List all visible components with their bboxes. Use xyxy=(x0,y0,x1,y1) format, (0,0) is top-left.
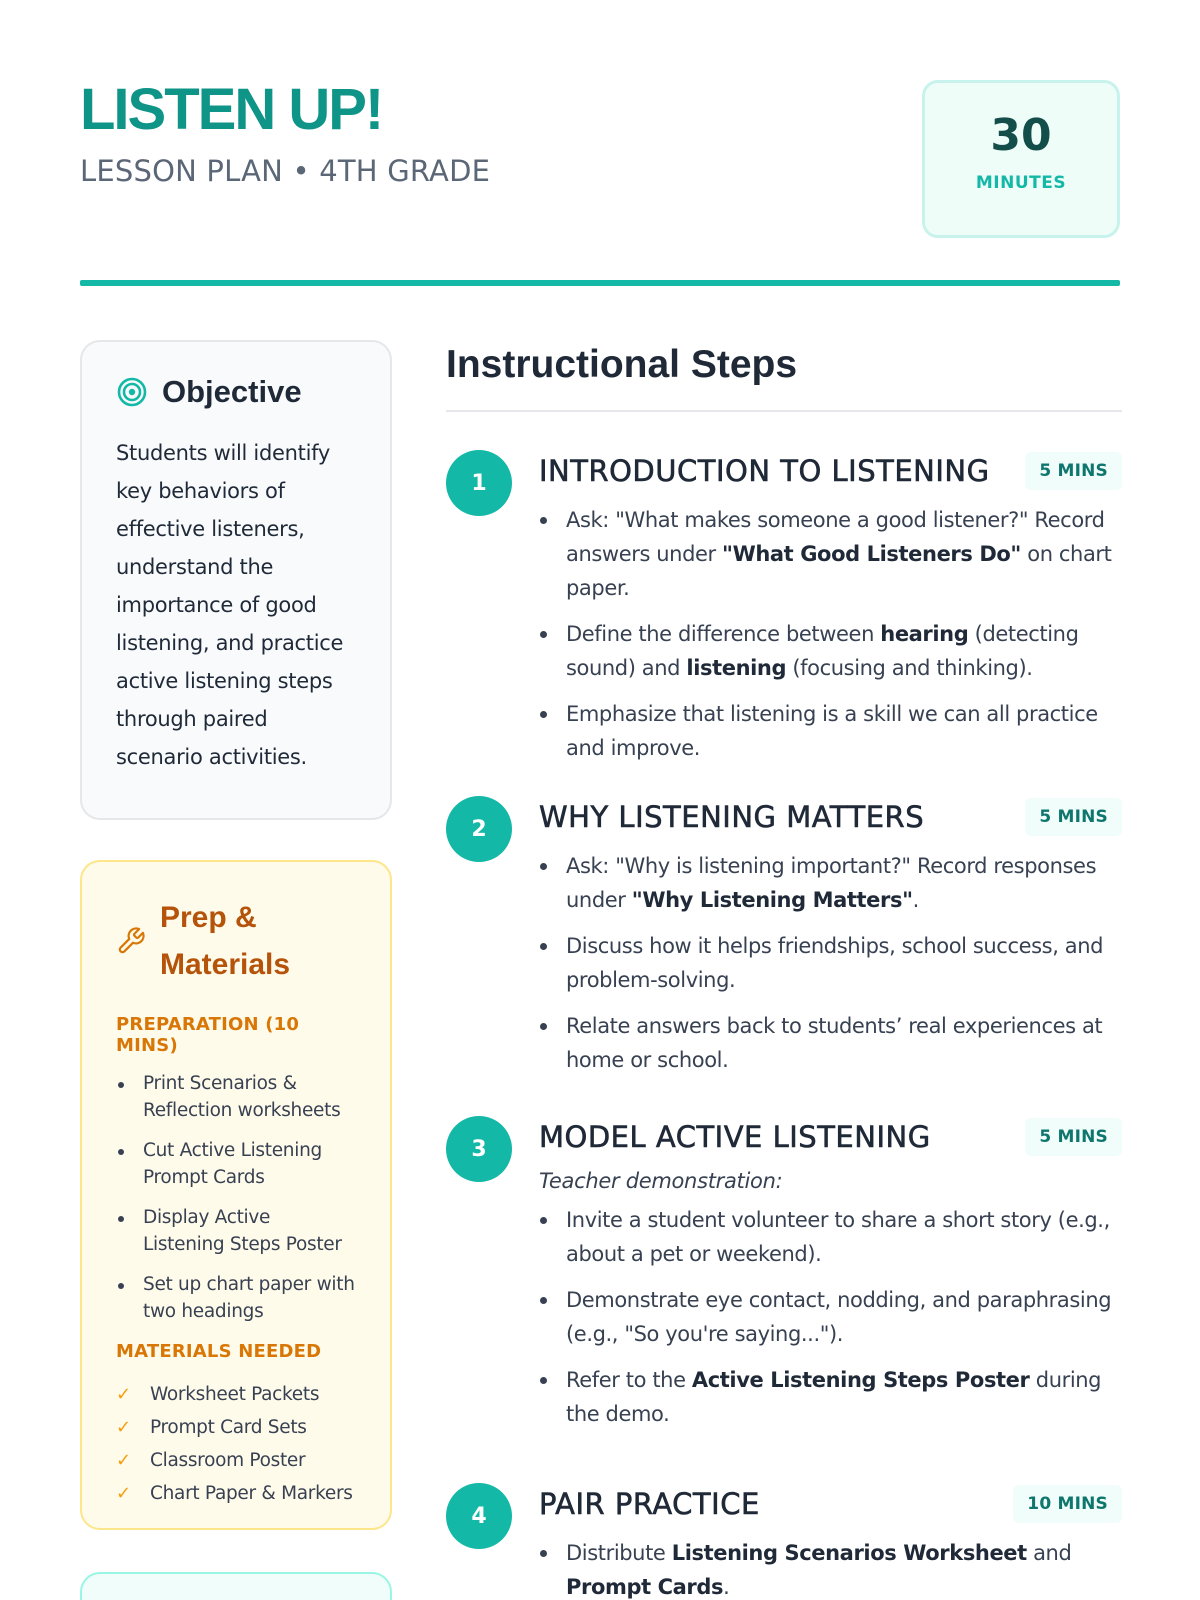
step-title: INTRODUCTION TO LISTENING xyxy=(539,454,990,488)
duration-badge: 10 MINS xyxy=(1013,1485,1122,1523)
prep-header xyxy=(116,894,356,988)
list-item xyxy=(539,1363,1122,1431)
materials-list xyxy=(116,1378,356,1510)
objective-text: Students will identify key behaviors of effective listeners, understand the importance of good listening, and practice active listening steps through paired scenario activities. xyxy=(116,441,344,769)
step-body xyxy=(539,796,1122,1089)
lesson-subtitle: LESSON PLAN • 4TH GRADE xyxy=(80,154,491,188)
text-fragment: and xyxy=(1026,1541,1072,1565)
list-item: Emphasize that listening is a skill we can all practice and improve. xyxy=(539,697,1122,765)
prep-title xyxy=(160,894,290,988)
list-item xyxy=(116,1378,356,1411)
list-item xyxy=(116,1477,356,1510)
prep-title-line1: Prep & xyxy=(160,901,257,934)
step-title: MODEL ACTIVE LISTENING xyxy=(539,1120,931,1154)
list-item xyxy=(116,1411,356,1444)
step-bullets xyxy=(539,849,1122,1077)
duration-badge: 5 MINS xyxy=(1025,452,1122,490)
text-fragment: Ask: "Why is listening important?" Record responses under xyxy=(566,854,1097,912)
step-bullets xyxy=(539,1536,1122,1600)
list-item: Demonstrate eye contact, nodding, and paraphrasing (e.g., "So you're saying..."). xyxy=(539,1283,1122,1351)
header-divider xyxy=(80,280,1120,286)
step-intro: Teacher demonstration: xyxy=(539,1169,783,1193)
prep-title-line2: Materials xyxy=(160,948,291,981)
text-fragment: (detecting sound) and xyxy=(566,622,1079,680)
material-label: Chart Paper & Markers xyxy=(150,1483,353,1504)
duration-value: 30 xyxy=(990,110,1052,161)
text-fragment: during the demo. xyxy=(566,1368,1102,1426)
duration-badge: 5 MINS xyxy=(1025,798,1122,836)
step-body xyxy=(539,1116,1122,1443)
bold-text: "Why Listening Matters" xyxy=(631,888,913,912)
bold-text: Active Listening Steps Poster xyxy=(691,1368,1030,1392)
bold-text: hearing xyxy=(880,622,969,646)
step-header xyxy=(539,1115,1122,1159)
text-fragment: on chart paper. xyxy=(566,542,1112,600)
step-number: 2 xyxy=(446,796,512,862)
list-item xyxy=(539,849,1122,917)
step-body xyxy=(539,1483,1122,1600)
step-number: 4 xyxy=(446,1483,512,1549)
preparation-label: PREPARATION (10 MINS) xyxy=(116,1014,300,1056)
prep-materials-card xyxy=(80,860,392,1530)
step-number: 1 xyxy=(446,450,512,516)
text-fragment: Ask: "What makes someone a good listener?" Record answers under xyxy=(566,508,1105,566)
section-title: Instructional Steps xyxy=(446,340,1122,412)
list-item: Cut Active Listening Prompt Cards xyxy=(116,1137,356,1191)
check-icon: ✓ xyxy=(116,1450,131,1471)
list-item xyxy=(116,1444,356,1477)
bold-text: Prompt Cards xyxy=(566,1575,724,1599)
step-header xyxy=(539,449,1122,493)
step-number: 3 xyxy=(446,1116,512,1182)
bold-text: "What Good Listeners Do" xyxy=(722,542,1021,566)
next-sidebar-card xyxy=(80,1572,392,1600)
check-icon: ✓ xyxy=(116,1384,131,1405)
list-item: Discuss how it helps friendships, school success, and problem-solving. xyxy=(539,929,1122,997)
list-item: Set up chart paper with two headings xyxy=(116,1271,356,1325)
objective-card xyxy=(80,340,392,820)
list-item: Print Scenarios & Reflection worksheets xyxy=(116,1070,356,1124)
list-item xyxy=(539,503,1122,605)
list-item xyxy=(539,617,1122,685)
text-fragment: . xyxy=(723,1575,730,1599)
check-icon: ✓ xyxy=(116,1483,131,1504)
wrench-icon xyxy=(116,926,146,956)
lesson-title: LISTEN UP! xyxy=(80,77,383,142)
text-fragment: Refer to the xyxy=(566,1368,692,1392)
material-label: Worksheet Packets xyxy=(150,1384,320,1405)
bold-text: listening xyxy=(686,656,787,680)
instructional-steps xyxy=(446,340,1122,1599)
step-bullets xyxy=(539,503,1122,765)
step-title: PAIR PRACTICE xyxy=(539,1487,760,1521)
material-label: Prompt Card Sets xyxy=(150,1417,307,1438)
check-icon: ✓ xyxy=(116,1417,131,1438)
text-fragment: Distribute xyxy=(566,1541,672,1565)
step-header xyxy=(539,795,1122,839)
text-fragment: Define the difference between xyxy=(566,622,881,646)
list-item xyxy=(539,1536,1122,1600)
step-bullets xyxy=(539,1203,1122,1431)
list-item: Relate answers back to students’ real experiences at home or school. xyxy=(539,1009,1122,1077)
list-item: Display Active Listening Steps Poster xyxy=(116,1204,356,1258)
objective-header xyxy=(116,374,356,410)
lesson-header xyxy=(80,78,1120,288)
preparation-list xyxy=(116,1070,356,1325)
material-label: Classroom Poster xyxy=(150,1450,306,1471)
target-icon xyxy=(116,376,148,408)
duration-unit: MINUTES xyxy=(975,173,1067,193)
sidebar xyxy=(80,340,392,1530)
step-body xyxy=(539,450,1122,777)
materials-label: MATERIALS NEEDED xyxy=(116,1341,322,1362)
step-title: WHY LISTENING MATTERS xyxy=(539,800,925,834)
list-item: Invite a student volunteer to share a short story (e.g., about a pet or weekend). xyxy=(539,1203,1122,1271)
duration-badge: 5 MINS xyxy=(1025,1118,1122,1156)
text-fragment: . xyxy=(912,888,919,912)
objective-title: Objective xyxy=(162,374,302,409)
bold-text: Listening Scenarios Worksheet xyxy=(671,1541,1027,1565)
step-header xyxy=(539,1482,1122,1526)
text-fragment: (focusing and thinking). xyxy=(786,656,1033,680)
duration-box xyxy=(922,80,1120,238)
